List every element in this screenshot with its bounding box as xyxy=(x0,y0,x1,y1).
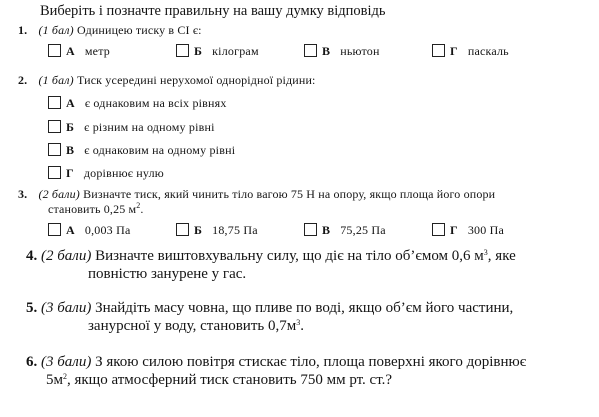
q1-option-a-checkbox[interactable] xyxy=(48,44,61,57)
q2-option-c[interactable]: В є однаковим на одному рівні xyxy=(48,143,235,158)
question-4-line-2: повністю занурене у гас. xyxy=(88,266,247,282)
question-4-number: 4. xyxy=(26,248,38,264)
q3-option-d-checkbox[interactable] xyxy=(432,223,445,236)
q2-option-a[interactable]: А є однаковим на всіх рівнях xyxy=(48,96,227,111)
q3-option-c[interactable]: В 75,25 Па xyxy=(304,223,386,238)
q1-option-c[interactable]: В ньютон xyxy=(304,44,380,59)
question-6 xyxy=(26,354,526,371)
question-6-number: 6. xyxy=(26,354,38,370)
question-5-line-2: занурсної у воду, становить 0,7м xyxy=(88,318,297,334)
question-2-text: Тиск усередині нерухомої однорідної рідини: xyxy=(76,73,316,87)
q2-option-a-checkbox[interactable] xyxy=(48,96,61,109)
question-5-number: 5. xyxy=(26,300,38,316)
question-3-number: 3. xyxy=(18,187,28,201)
question-4-points: (2 бали) xyxy=(41,248,92,264)
question-2-points: (1 бал) xyxy=(38,73,74,87)
q3-option-c-checkbox[interactable] xyxy=(304,223,317,236)
question-1-text: Одиницею тиску в СІ є: xyxy=(76,23,202,37)
question-5-line-1: Знайдіть масу човна, що пливе по воді, якщо об’єм його частини, xyxy=(95,300,514,316)
question-5-points: (3 бали) xyxy=(41,300,92,316)
question-5-superscript: 3 xyxy=(296,318,301,327)
q2-option-d[interactable]: Г дорівнює нулю xyxy=(48,166,164,181)
q1-option-c-checkbox[interactable] xyxy=(304,44,317,57)
question-6-continued: $5м^2$, якщо атмосферний тиск становить 750 мм рт. ст.? xyxy=(46,372,393,388)
question-1-points: (1 бал) xyxy=(38,23,74,37)
q1-option-a[interactable]: А метр xyxy=(48,44,110,59)
q1-option-b[interactable]: Б кілограм xyxy=(176,44,259,59)
question-3-line-1: Визначте тиск, який чинить тіло вагою 75 Н на опору, якщо площа його опори xyxy=(83,187,496,201)
q2-option-b[interactable]: Б є різним на одному рівні xyxy=(48,120,215,135)
q1-option-d-checkbox[interactable] xyxy=(432,44,445,57)
question-3-points: (2 бали) xyxy=(38,187,80,201)
question-6-points: (3 бали) xyxy=(41,354,92,370)
q2-option-b-checkbox[interactable] xyxy=(48,120,61,133)
question-2 xyxy=(18,73,316,88)
question-6-line-1: З якою силою повітря стискає тіло, площа поверхні якого дорівнює xyxy=(95,354,527,370)
q3-option-b-checkbox[interactable] xyxy=(176,223,189,236)
question-2-number: 2. xyxy=(18,73,28,87)
question-5-continued: занурсної у воду, становить $0,7м^3$. xyxy=(88,318,304,334)
question-1-number: 1. xyxy=(18,23,28,37)
q3-option-d[interactable]: Г 300 Па xyxy=(432,223,504,238)
q1-option-d[interactable]: Г паскаль xyxy=(432,44,509,59)
question-4-superscript: 3 xyxy=(483,248,488,257)
question-6-superscript: 2 xyxy=(63,372,67,381)
question-4: 4. (2 бали) Визначте виштовхувальну силу, що діє на тіло об’ємом 0,6 $м^3$, яке xyxy=(26,248,516,264)
q3-option-a-checkbox[interactable] xyxy=(48,223,61,236)
q3-option-b[interactable]: Б 18,75 Па xyxy=(176,223,258,238)
question-4-line-1: Визначте виштовхувальну силу, що діє на тіло об’ємом 0,6 м xyxy=(95,248,484,264)
question-3 xyxy=(18,187,495,202)
instructions-heading: Виберіть і позначте правильну на вашу думку відповідь xyxy=(40,3,386,19)
q1-option-b-checkbox[interactable] xyxy=(176,44,189,57)
q2-option-d-checkbox[interactable] xyxy=(48,166,61,179)
question-3-line-2: становить 0,25 м xyxy=(48,202,137,216)
question-3-superscript: 2 xyxy=(136,201,141,210)
q3-option-a[interactable]: А 0,003 Па xyxy=(48,223,130,238)
question-5 xyxy=(26,300,513,317)
q2-option-c-checkbox[interactable] xyxy=(48,143,61,156)
question-3-continued: становить 0,25 $м^2$. xyxy=(48,201,144,216)
question-6-line-2: 5м xyxy=(46,372,63,388)
question-1 xyxy=(18,23,202,38)
